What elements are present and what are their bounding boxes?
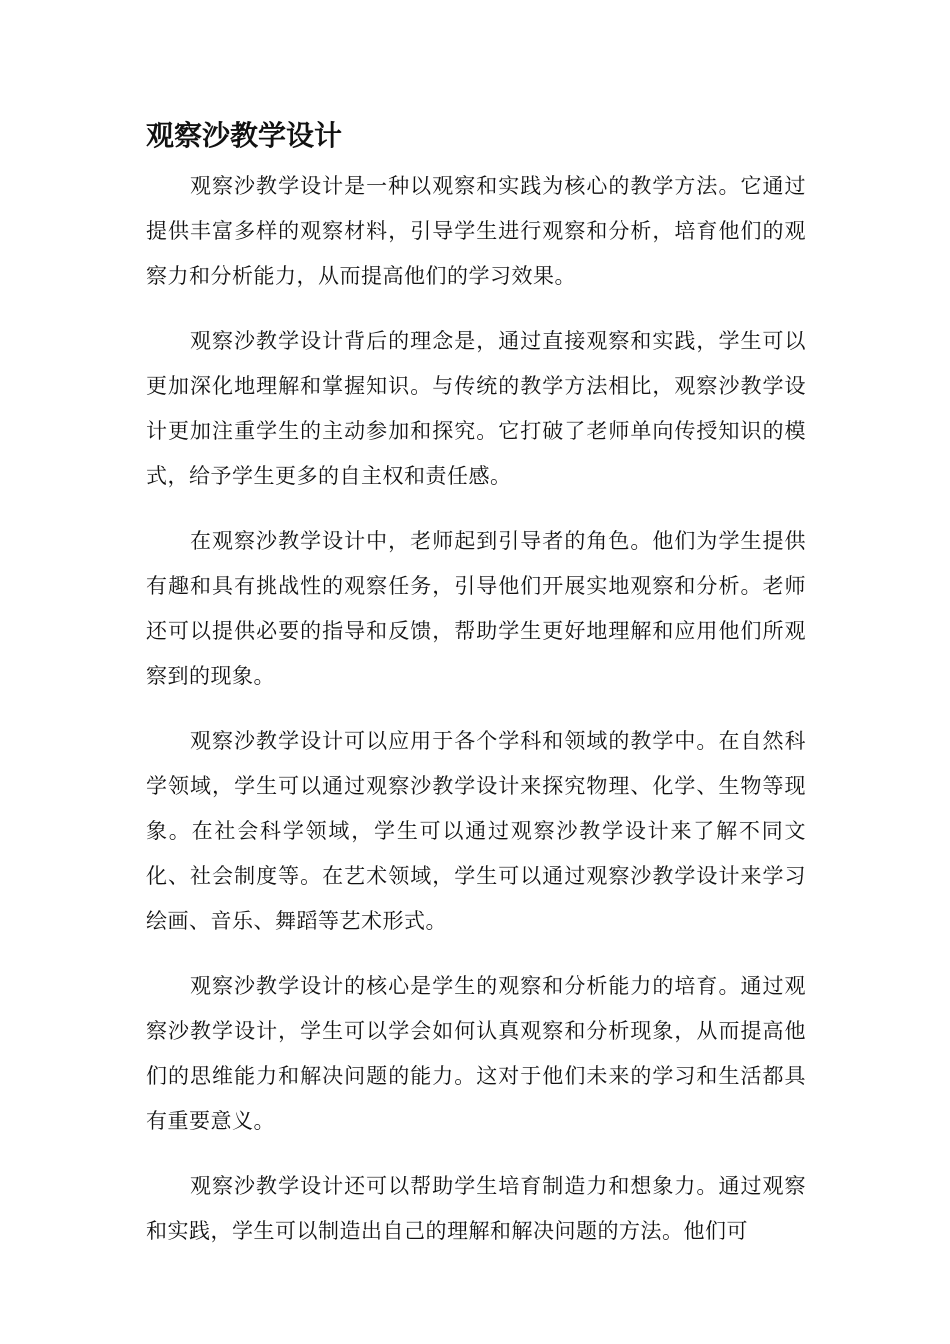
paragraph: 观察沙教学设计的核心是学生的观察和分析能力的培育。通过观察沙教学设计，学生可以学会如何认真观察和分析现象，从而提高他们的思维能力和解决问题的能力。这对于他们未来的学习和生活都具有重要意义。 [146,974,806,1133]
document-title: 观察沙教学设计 [146,119,343,152]
document-body [146,164,806,1274]
paragraph: 观察沙教学设计是一种以观察和实践为核心的教学方法。它通过提供丰富多样的观察材料，引导学生进行观察和分析，培育他们的观察力和分析能力，从而提高他们的学习效果。 [146,174,806,288]
paragraph: 在观察沙教学设计中，老师起到引导者的角色。他们为学生提供有趣和具有挑战性的观察任务，引导他们开展实地观察和分析。老师还可以提供必要的指导和反馈，帮助学生更好地理解和应用他们所观察到的现象。 [146,529,806,688]
paragraph: 观察沙教学设计还可以帮助学生培育制造力和想象力。通过观察和实践，学生可以制造出自己的理解和解决问题的方法。他们可 [146,1174,806,1243]
paragraph: 观察沙教学设计可以应用于各个学科和领域的教学中。在自然科学领域，学生可以通过观察沙教学设计来探究物理、化学、生物等现象。在社会科学领域，学生可以通过观察沙教学设计来了解不同文化、社会制度等。在艺术领域，学生可以通过观察沙教学设计来学习绘画、音乐、舞蹈等艺术形式。 [146,729,806,933]
paragraph: 观察沙教学设计背后的理念是，通过直接观察和实践，学生可以更加深化地理解和掌握知识。与传统的教学方法相比，观察沙教学设计更加注重学生的主动参加和探究。它打破了老师单向传授知识的模式，给予学生更多的自主权和责任感。 [146,329,806,488]
